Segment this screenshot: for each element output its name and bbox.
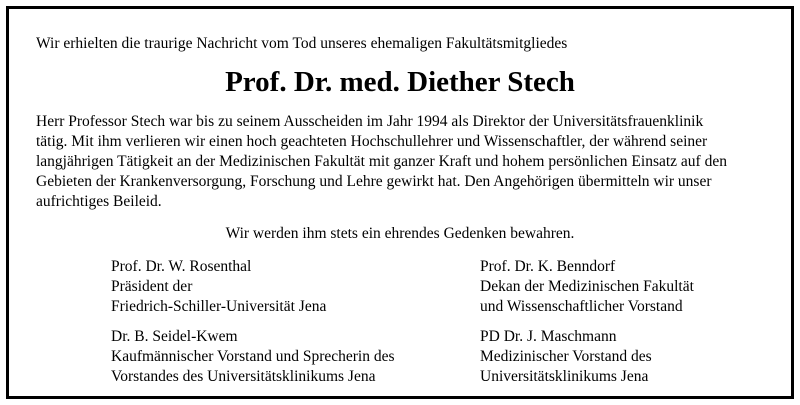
signatory-benndorf	[480, 257, 694, 317]
signatory-name: Prof. Dr. K. Benndorf	[480, 258, 616, 275]
signatory-seidel-kwem	[111, 327, 395, 387]
signatory-name: Dr. B. Seidel-Kwem	[111, 328, 238, 345]
deceased-name: Prof. Dr. med. Diether Stech	[225, 66, 575, 98]
tribute-text	[36, 112, 776, 212]
signatory-rosenthal	[111, 257, 326, 317]
tribute-line: tätig. Mit ihm verlieren wir einen hoch geachteten Hochschullehrer und Wissenschaftler, der während seiner	[36, 133, 708, 150]
signatory-name: PD Dr. J. Maschmann	[480, 328, 617, 345]
signatory-title: Dekan der Medizinischen Fakultät	[480, 278, 694, 295]
tribute-line: Herr Professor Stech war bis zu seinem Ausscheiden im Jahr 1994 als Direktor der Universitätsfrauenklinik	[36, 113, 704, 130]
intro-line: Wir erhielten die traurige Nachricht vom Tod unseres ehemaligen Fakultätsmitgliedes	[36, 35, 568, 52]
tribute-line: aufrichtiges Beileid.	[36, 193, 162, 210]
signatory-title: Kaufmännischer Vorstand und Sprecherin des	[111, 348, 395, 365]
tribute-line: Gebieten der Krankenversorgung, Forschung und Lehre gewirkt hat. Den Angehörigen übermitteln wir unser	[36, 173, 712, 190]
tribute-line: langjährigen Tätigkeit an der Medizinischen Fakultät mit ganzer Kraft und hohem persönlichen Einsatz auf den	[36, 153, 727, 170]
signatory-title: und Wissenschaftlicher Vorstand	[480, 298, 683, 315]
signatory-title: Präsident der	[111, 278, 193, 295]
signatory-name: Prof. Dr. W. Rosenthal	[111, 258, 252, 275]
closing-line: Wir werden ihm stets ein ehrendes Gedenken bewahren.	[225, 225, 575, 242]
obituary-notice	[6, 6, 794, 399]
signatory-title: Universitätsklinikums Jena	[480, 368, 649, 385]
signatory-title: Friedrich-Schiller-Universität Jena	[111, 298, 327, 315]
signatory-title: Medizinischer Vorstand des	[480, 348, 652, 365]
signatory-title: Vorstandes des Universitätsklinikums Jena	[111, 368, 376, 385]
signatory-maschmann	[480, 327, 652, 387]
